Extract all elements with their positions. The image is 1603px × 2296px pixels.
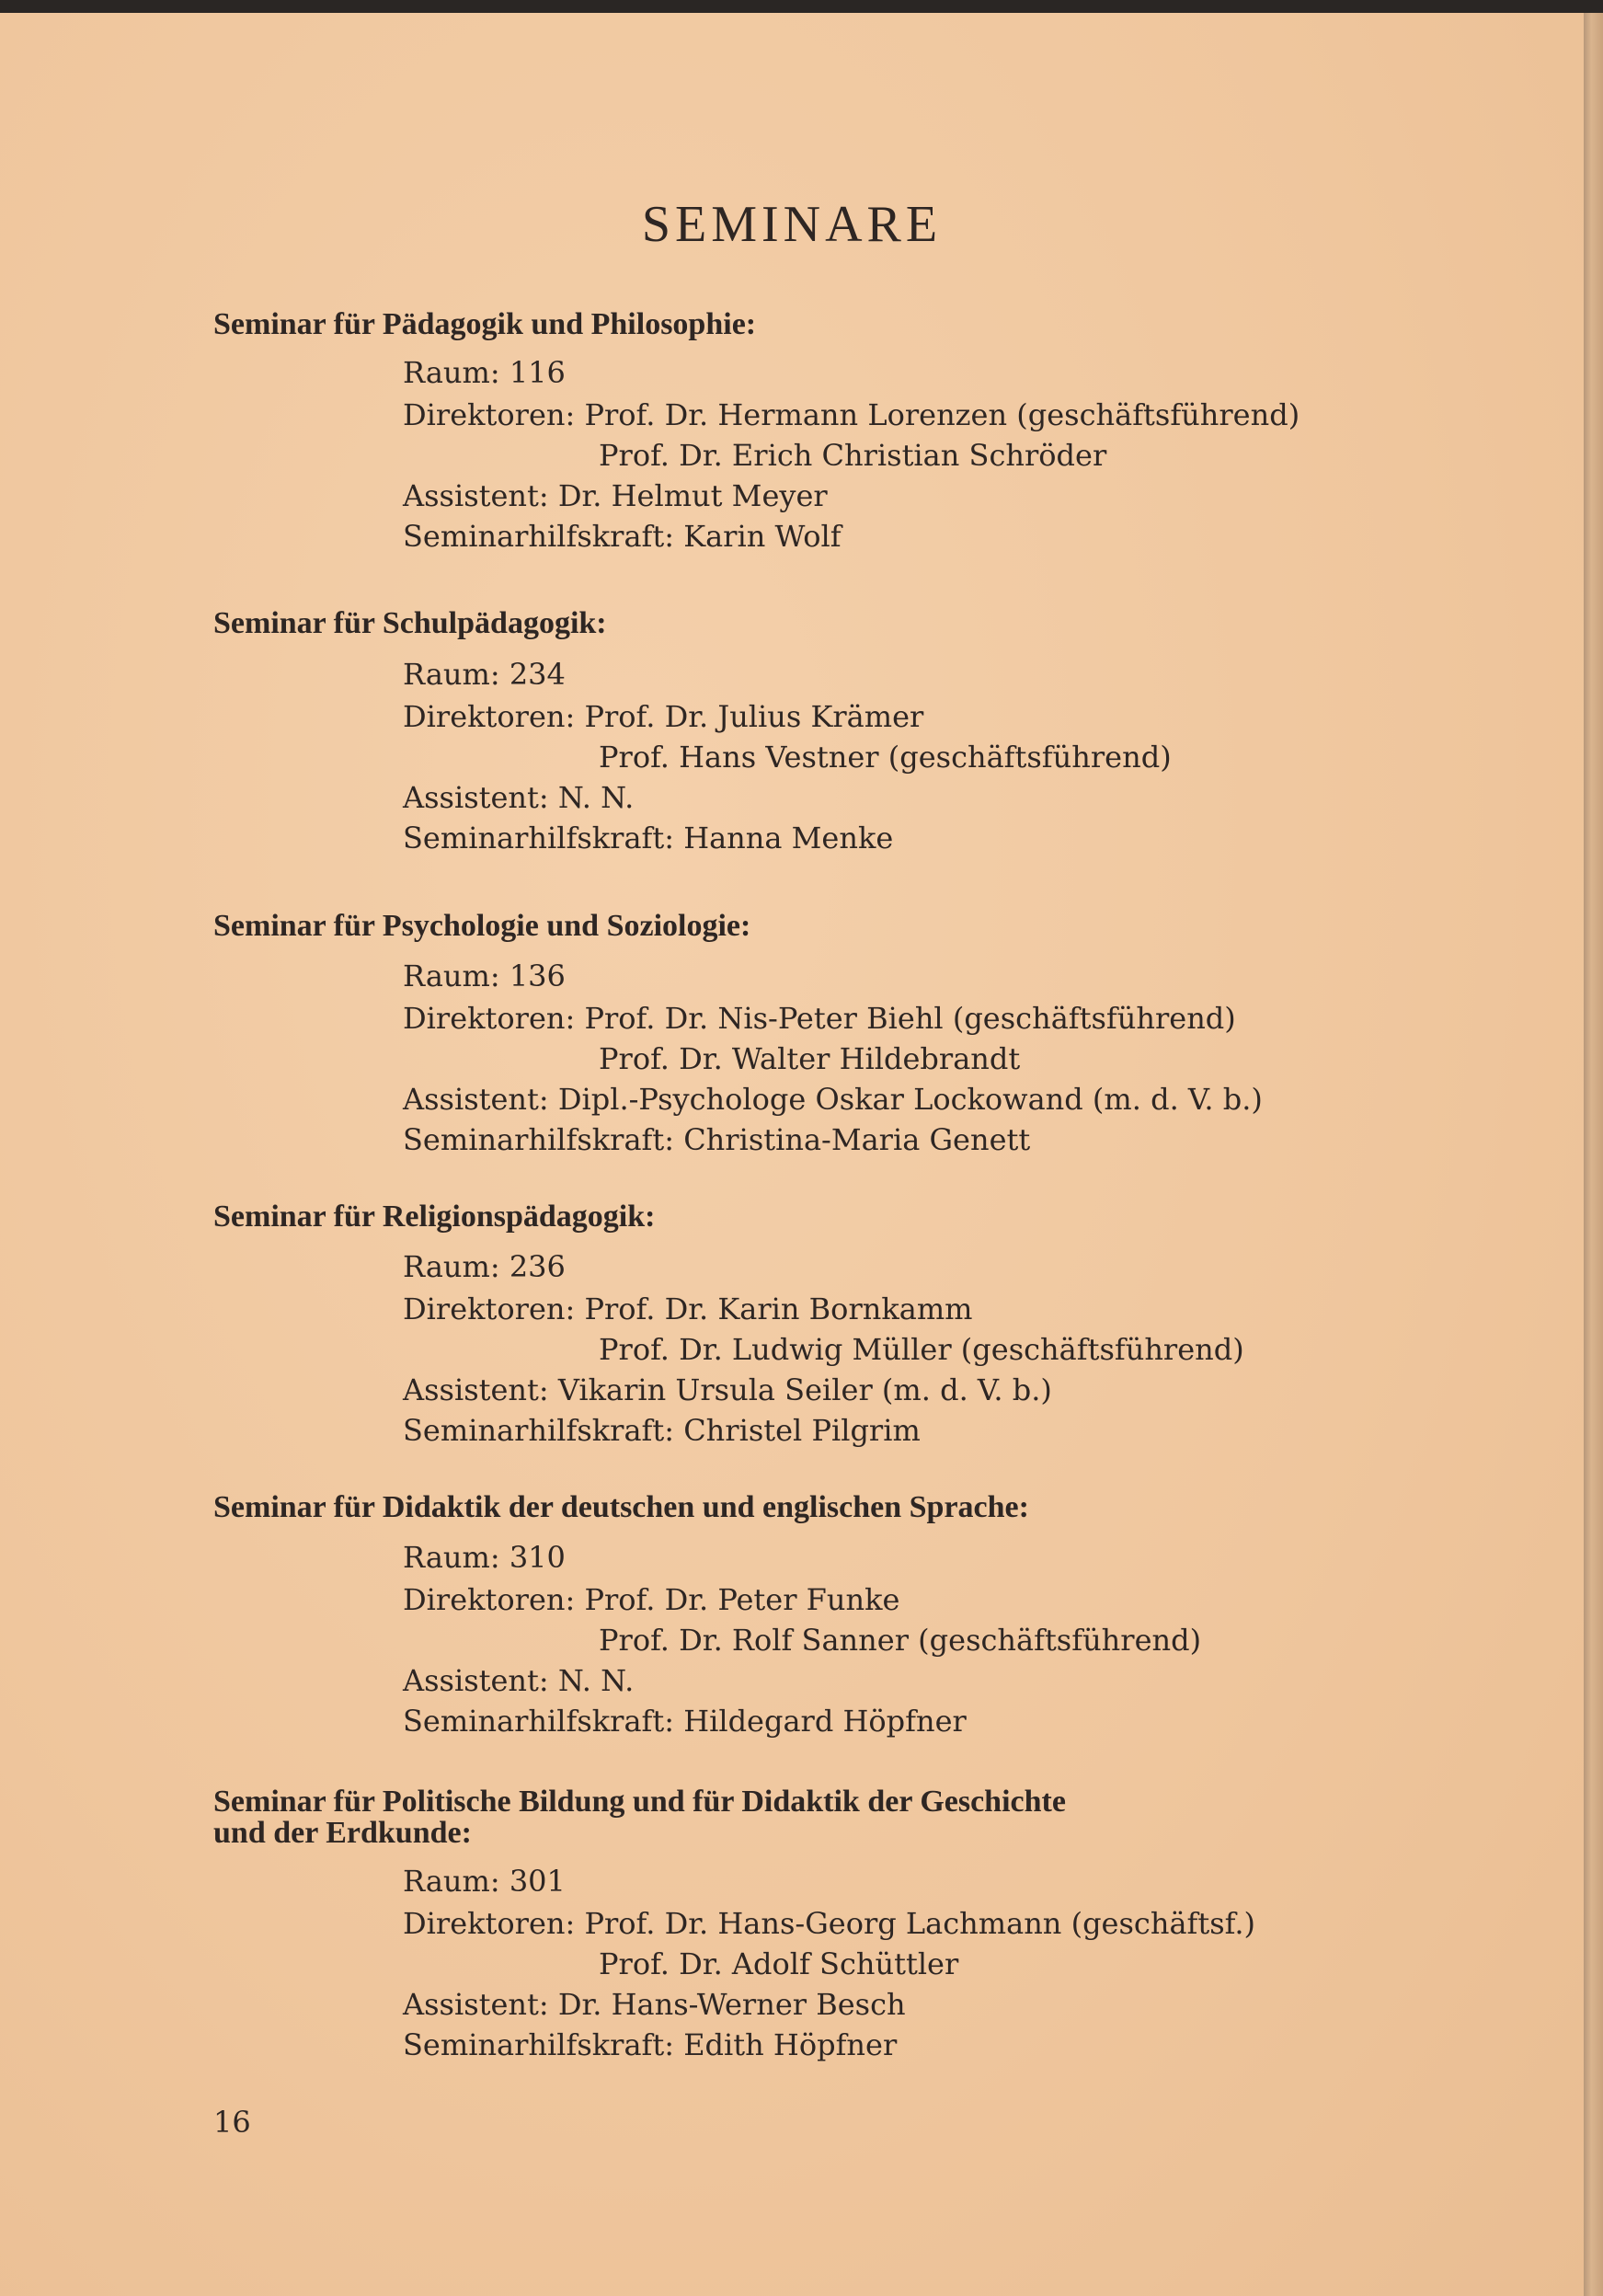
page-title: SEMINARE [641, 196, 943, 253]
seminar-room: Raum: 236 [403, 1249, 566, 1284]
seminar-directors-cont: Prof. Dr. Rolf Sanner (geschäftsführend) [599, 1623, 1202, 1658]
seminar-assistant-staff: Seminarhilfskraft: Christel Pilgrim [403, 1413, 921, 1448]
seminar-room: Raum: 301 [403, 1864, 566, 1899]
seminar-directors: Direktoren: Prof. Dr. Julius Krämer [403, 699, 924, 734]
seminar-directors: Direktoren: Prof. Dr. Hans-Georg Lachmann (geschäftsf.) [403, 1906, 1255, 1941]
seminar-room: Raum: 234 [403, 657, 566, 692]
document-page [0, 13, 1584, 2296]
seminar-directors-cont: Prof. Hans Vestner (geschäftsführend) [599, 740, 1172, 775]
seminar-directors-cont: Prof. Dr. Adolf Schüttler [599, 1946, 959, 1981]
seminar-heading: Seminar für Politische Bildung und für Didaktik der Geschichte [213, 1785, 1066, 1819]
seminar-heading: Seminar für Schulpädagogik: [213, 606, 607, 640]
seminar-room: Raum: 116 [403, 355, 566, 390]
seminar-directors-cont: Prof. Dr. Ludwig Müller (geschäftsführend) [599, 1332, 1244, 1367]
seminar-assistant: Assistent: Dipl.-Psychologe Oskar Lockowand (m. d. V. b.) [403, 1082, 1263, 1117]
seminar-assistant: Assistent: N. N. [403, 780, 635, 815]
seminar-assistant-staff: Seminarhilfskraft: Hildegard Höpfner [403, 1704, 967, 1739]
seminar-directors-cont: Prof. Dr. Erich Christian Schröder [599, 438, 1107, 473]
seminar-assistant: Assistent: Dr. Helmut Meyer [403, 478, 828, 513]
seminar-directors: Direktoren: Prof. Dr. Karin Bornkamm [403, 1292, 973, 1326]
seminar-heading: Seminar für Psychologie und Soziologie: [213, 909, 751, 943]
page-number: 16 [213, 2105, 251, 2140]
seminar-directors-cont: Prof. Dr. Walter Hildebrandt [599, 1041, 1021, 1076]
seminar-heading: Seminar für Religionspädagogik: [213, 1200, 656, 1234]
seminar-assistant: Assistent: N. N. [403, 1663, 635, 1698]
seminar-assistant-staff: Seminarhilfskraft: Christina-Maria Genett [403, 1122, 1031, 1157]
seminar-directors: Direktoren: Prof. Dr. Peter Funke [403, 1582, 900, 1617]
seminar-room: Raum: 136 [403, 959, 566, 993]
seminar-directors: Direktoren: Prof. Dr. Nis-Peter Biehl (geschäftsführend) [403, 1001, 1236, 1036]
seminar-assistant: Assistent: Vikarin Ursula Seiler (m. d. V. b.) [403, 1372, 1052, 1407]
seminar-heading: Seminar für Pädagogik und Philosophie: [213, 307, 757, 341]
seminar-assistant-staff: Seminarhilfskraft: Karin Wolf [403, 519, 842, 554]
page-edge [1584, 13, 1603, 2296]
seminar-directors: Direktoren: Prof. Dr. Hermann Lorenzen (geschäftsführend) [403, 397, 1300, 432]
seminar-room: Raum: 310 [403, 1540, 566, 1575]
seminar-assistant-staff: Seminarhilfskraft: Hanna Menke [403, 821, 894, 855]
seminar-heading-cont: und der Erdkunde: [213, 1816, 472, 1850]
seminar-heading: Seminar für Didaktik der deutschen und englischen Sprache: [213, 1490, 1029, 1524]
seminar-assistant-staff: Seminarhilfskraft: Edith Höpfner [403, 2027, 898, 2062]
seminar-assistant: Assistent: Dr. Hans-Werner Besch [403, 1987, 906, 2022]
